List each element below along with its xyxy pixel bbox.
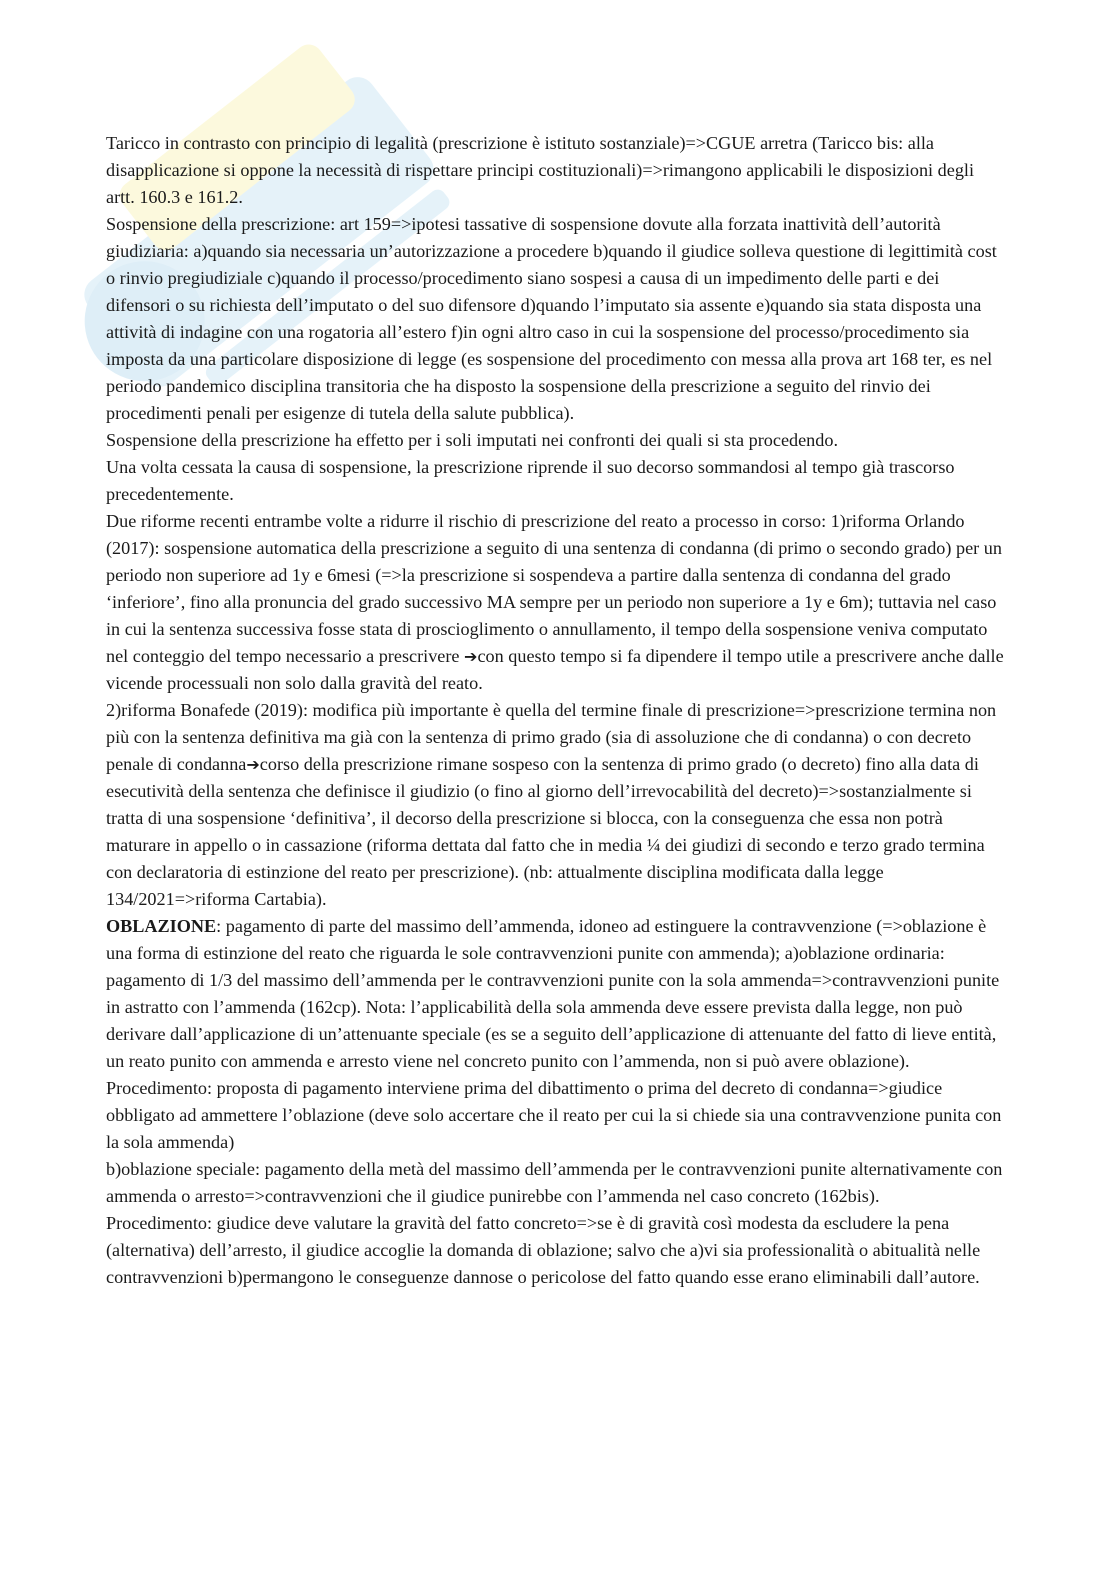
paragraph-oblazione — [106, 913, 1006, 1075]
paragraph-riforma-bonafede — [106, 697, 1006, 913]
riforma-bonafede-text-cont: corso della prescrizione rimane sospeso con la sentenza di primo grado (o decreto) fino alla data di esecutività della sentenza che definisce il giudizio (o fino al giorno dell’irrevocabilità del decreto)=>sostanzialmente si tratta di una sospensione ‘definitiva’, il decorso della prescrizione si blocca, con la conseguenza che essa non potrà maturare in appello o in cassazione (riforma dettata dal fatto che in media ¼ dei giudizi di secondo e terzo grado termina con declaratoria di estinzione del reato per prescrizione). (nb: attualmente disciplina modificata dalla legge 134/2021=>riforma Cartabia). — [106, 754, 985, 909]
arrow-right-icon: ➔ — [246, 755, 260, 774]
oblazione-text: : pagamento di parte del massimo dell’ammenda, idoneo ad estinguere la contravvenzione (=>oblazione è una forma di estinzione del reato che riguarda le sole contravvenzioni punite con ammenda); a)oblazione ordinaria: pagamento di 1/3 del massimo dell’ammenda per le contravvenzioni punite con la sola ammenda=>contravvenzioni punite in astratto con l’ammenda (162cp). Nota: l’applicabilità della sola ammenda deve essere prevista dalla legge, non può derivare dall’applicazione di un’attenuante speciale (es se a seguito dell’applicazione di attenuante del fatto di lieve entità, un reato punito con ammenda e arresto viene nel concreto punito con l’ammenda, non si può avere oblazione). — [106, 916, 1000, 1071]
paragraph-riforma-orlando — [106, 508, 1006, 697]
paragraph-procedimento-speciale: Procedimento: giudice deve valutare la gravità del fatto concreto=>se è di gravità così modesta da escludere la pena (alternativa) dell’arresto, il giudice accoglie la domanda di oblazione; salvo che a)vi sia professionalità o abitualità nelle contravvenzioni b)permangono le conseguenze dannose o pericolose del fatto quando esse erano eliminabili dall’autore. — [106, 1213, 981, 1287]
paragraph-oblazione-speciale: b)oblazione speciale: pagamento della metà del massimo dell’ammenda per le contravvenzioni punite alternativamente con ammenda o arresto=>contravvenzioni che il giudice punirebbe con l’ammenda nel caso concreto (162bis). — [106, 1159, 1003, 1206]
riforma-orlando-text: Due riforme recenti entrambe volte a ridurre il rischio di prescrizione del reato a processo in corso: 1)riforma Orlando (2017): sospensione automatica della prescrizione a seguito di una sentenza di condanna (di primo o secondo grado) per un periodo non superiore ad 1y e 6mesi (=>la prescrizione si sospendeva a partire dalla sentenza di condanna del grado ‘inferiore’, fino alla pronuncia del grado successivo MA sempre per un periodo non superiore a 1y e 6m); tuttavia nel caso in cui la sentenza successiva fosse stata di proscioglimento o annullamento, il tempo della sospensione veniva computato nel conteggio del tempo necessario a prescrivere — [106, 511, 1002, 666]
arrow-right-icon: ➔ — [464, 647, 478, 666]
document-body — [106, 130, 1006, 1291]
oblazione-heading: OBLAZIONE — [106, 916, 217, 936]
paragraph-sospensione: Sospensione della prescrizione: art 159=>ipotesi tassative di sospensione dovute alla forzata inattività dell’autorità giudiziaria: a)quando sia necessaria un’autorizzazione a procedere b)quando il giudice solleva questione di legittimità cost o rinvio pregiudiziale c)quando il processo/procedimento siano sospesi a causa di un impedimento delle parti e dei difensori o su richiesta dell’imputato o del suo difensore d)quando l’imputato sia assente e)quando sia stata disposta una attività di indagine con una rogatoria all’estero f)in ogni altro caso in cui la sospensione del processo/procedimento sia imposta da una particolare disposizione di legge (es sospensione del procedimento con messa alla prova art 168 ter, es nel periodo pandemico disciplina transitoria che ha disposto la sospensione della prescrizione a seguito del rinvio dei procedimenti penali per esigenze di tutela della salute pubblica). — [106, 214, 997, 423]
paragraph-taricco: Taricco in contrasto con principio di legalità (prescrizione è istituto sostanziale)=>CGUE arretra (Taricco bis: alla disapplicazione si oppone la necessità di rispettare principi costituzionali)=>rimangono applicabili le disposizioni degli artt. 160.3 e 161.2. — [106, 133, 975, 207]
riforma-bonafede-text: 2)riforma Bonafede (2019): modifica più importante è quella del termine finale di prescrizione=>prescrizione termina non più con la sentenza definitiva ma già con la sentenza di primo grado (sia di assoluzione che di condanna) o con decreto penale di condanna — [106, 700, 997, 774]
riforma-orlando-text-cont: con questo tempo si fa dipendere il tempo utile a prescrivere anche dalle vicende processuali non solo dalla gravità del reato. — [106, 646, 1004, 693]
paragraph-cessata-causa: Una volta cessata la causa di sospensione, la prescrizione riprende il suo decorso sommandosi al tempo già trascorso precedentemente. — [106, 457, 955, 504]
paragraph-procedimento-ordinaria: Procedimento: proposta di pagamento interviene prima del dibattimento o prima del decreto di condanna=>giudice obbligato ad ammettere l’oblazione (deve solo accertare che il reato per cui la si chiede sia una contravvenzione punita con la sola ammenda) — [106, 1078, 1002, 1152]
paragraph-effetto-sospensione: Sospensione della prescrizione ha effetto per i soli imputati nei confronti dei quali si sta procedendo. — [106, 430, 839, 450]
